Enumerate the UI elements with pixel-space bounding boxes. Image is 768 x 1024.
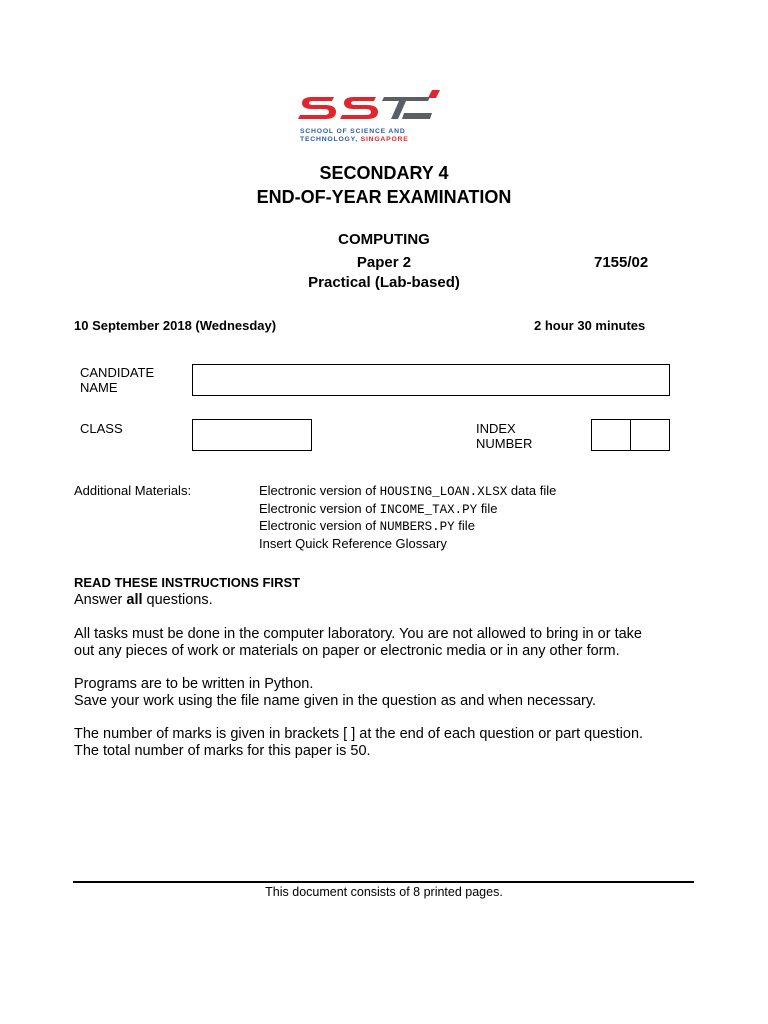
index-number-label: INDEX NUMBER bbox=[476, 421, 533, 451]
exam-level-title: SECONDARY 4 bbox=[319, 163, 449, 183]
paper-title: Paper 2 bbox=[356, 254, 412, 271]
instruction-python: Programs are to be written in Python. Save your work using the file name given in the question as and when necessary. bbox=[74, 676, 597, 709]
index-digit-2-field[interactable] bbox=[630, 419, 670, 451]
logo-text-line1: SCHOOL OF SCIENCE AND bbox=[300, 128, 406, 135]
class-field[interactable] bbox=[192, 419, 312, 451]
instructions-heading: READ THESE INSTRUCTIONS FIRST bbox=[74, 575, 301, 590]
instruction-marks: The number of marks is given in brackets [ ] at the end of each question or part question. The total number of marks for this paper is 50. bbox=[74, 726, 644, 759]
candidate-name-field[interactable] bbox=[192, 364, 670, 396]
footer-divider bbox=[73, 881, 694, 883]
material-item: Electronic version of NUMBERS.PY file bbox=[259, 518, 475, 535]
school-logo bbox=[298, 88, 444, 146]
logo-text-line2: TECHNOLOGY, SINGAPORE bbox=[300, 136, 409, 143]
instruction-lab-rules: All tasks must be done in the computer laboratory. You are not allowed to bring in or take out any pieces of work or materials on paper or electronic media or in any other form. bbox=[74, 626, 642, 659]
sst-logo-graphic bbox=[298, 88, 444, 146]
exam-title: END-OF-YEAR EXAMINATION bbox=[256, 187, 512, 207]
instruction-answer-all: Answer all questions. bbox=[74, 592, 213, 608]
paper-type: Practical (Lab-based) bbox=[308, 274, 460, 291]
material-item: Insert Quick Reference Glossary bbox=[259, 536, 447, 552]
subject-title: COMPUTING bbox=[338, 231, 430, 248]
paper-code: 7155/02 bbox=[594, 254, 649, 271]
index-digit-1-field[interactable] bbox=[591, 419, 631, 451]
materials-label: Additional Materials: bbox=[74, 483, 192, 498]
class-label: CLASS bbox=[80, 421, 123, 436]
exam-date: 10 September 2018 (Wednesday) bbox=[74, 318, 277, 333]
candidate-name-label: CANDIDATE NAME bbox=[80, 365, 155, 395]
material-item: Electronic version of INCOME_TAX.PY file bbox=[259, 500, 498, 517]
material-item: Electronic version of HOUSING_LOAN.XLSX data file bbox=[259, 483, 557, 499]
materials-list bbox=[259, 483, 556, 552]
exam-duration: 2 hour 30 minutes bbox=[534, 318, 646, 333]
footer-page-count: This document consists of 8 printed pages. bbox=[265, 885, 503, 899]
